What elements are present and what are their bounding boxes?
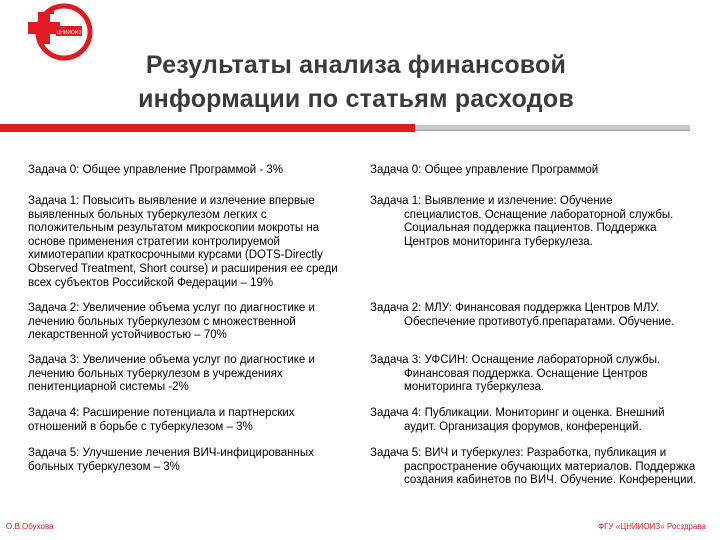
left-task-1	[28, 195, 348, 290]
left-task-5-text: Улучшение лечения ВИЧ-инфицированных больных туберкулезом – 3%	[28, 447, 314, 473]
left-task-3-text: Увеличение объема услуг по диагностике и лечению больных туберкулезом в учреждениях пенитенциарной системы -2%	[28, 354, 315, 394]
right-task-3-label: Задача 3:	[370, 354, 422, 366]
title-underline-red	[0, 124, 415, 132]
left-task-0-text: Общее управление Программой - 3%	[82, 164, 284, 176]
organization-logo	[14, 2, 94, 64]
right-task-1-first-line	[370, 195, 700, 209]
left-task-0-label: Задача 0:	[28, 164, 80, 176]
right-task-0	[370, 164, 598, 178]
right-task-4	[370, 407, 665, 434]
left-task-2	[28, 302, 348, 343]
left-task-4-label: Задача 4:	[28, 407, 80, 419]
right-task-2-first-line	[370, 302, 674, 316]
left-task-4	[28, 407, 348, 434]
left-task-2-label: Задача 2:	[28, 302, 80, 314]
footer-author: О.В.Обухова	[6, 522, 54, 531]
left-task-4-text: Расширение потенциала и партнерских отношений в борьбе с туберкулезом – 3%	[28, 407, 295, 433]
right-task-3-rest: Финансовая поддержка. Оснащение Центров мониторинга туберкулеза.	[404, 367, 648, 394]
right-task-1-label: Задача 1:	[370, 195, 422, 207]
left-task-0	[28, 164, 283, 178]
left-task-5-label: Задача 5:	[28, 447, 80, 459]
left-task-3	[28, 354, 348, 395]
slide-title-line-2: информации по статьям расходов	[138, 85, 574, 113]
left-task-5	[28, 447, 348, 474]
footer-organization: ФГУ «ЦНИИОИЗ» Росздрава	[598, 522, 706, 531]
right-task-4-first: Публикации. Мониторинг и оценка. Внешний	[424, 407, 665, 419]
right-task-5-first: ВИЧ и туберкулез: Разработка, публикация и	[424, 447, 667, 459]
right-task-4-rest: аудит. Организация форумов, конференций.	[404, 420, 642, 433]
right-task-0-first-line	[370, 164, 598, 178]
right-task-5-first-line	[370, 447, 700, 461]
right-task-5	[370, 447, 700, 488]
right-task-0-label: Задача 0:	[370, 164, 422, 176]
right-task-2	[370, 302, 674, 329]
logo-text: ЦНИИОИЗ	[56, 30, 82, 36]
right-task-1-first: Выявление и излечение: Обучение	[424, 195, 613, 207]
right-task-0-first: Общее управление Программой	[424, 164, 599, 176]
right-task-4-label: Задача 4:	[370, 407, 422, 419]
right-task-1	[370, 195, 700, 249]
left-task-2-text: Увеличение объема услуг по диагностике и лечению больных туберкулезом с множественной лекарственной устойчивостью – 70%	[28, 302, 315, 342]
right-task-1-rest: специалистов. Оснащение лабораторной службы. Социальная поддержка пациентов. Поддержка Центров мониторинга туберкулеза.	[404, 208, 674, 248]
slide-title	[96, 48, 616, 116]
right-task-4-first-line	[370, 407, 665, 421]
right-task-3	[370, 354, 700, 395]
right-task-2-label: Задача 2:	[370, 302, 422, 314]
right-task-2-rest: Обеспечение противотуб.препаратами. Обучение.	[404, 315, 675, 328]
right-task-2-first: МЛУ: Финансовая поддержка Центров МЛУ.	[424, 302, 660, 314]
right-task-3-first: УФСИН: Оснащение лабораторной службы.	[424, 354, 661, 366]
left-task-1-text: Повысить выявление и излечение впервые выявленных больных туберкулезом легких с положительным результатом микроскопии мокроты на основе применения стратегии контролируемой химиотерапии краткосрочными курсами (DOTS-Directly Observed Treatment, Short course) и расширения ее среди всех субъектов Российской Федерации – 19%	[28, 195, 338, 289]
right-task-3-first-line	[370, 354, 700, 368]
right-task-5-rest: распространение обучающих материалов. Поддержка создания кабинетов по ВИЧ. Обучение. Конференции.	[404, 460, 697, 487]
slide-title-line-1: Результаты анализа финансовой	[145, 51, 567, 79]
title-underline-thin	[415, 130, 690, 131]
left-task-3-label: Задача 3:	[28, 354, 80, 366]
left-task-1-label: Задача 1:	[28, 195, 80, 207]
right-task-5-label: Задача 5:	[370, 447, 422, 459]
